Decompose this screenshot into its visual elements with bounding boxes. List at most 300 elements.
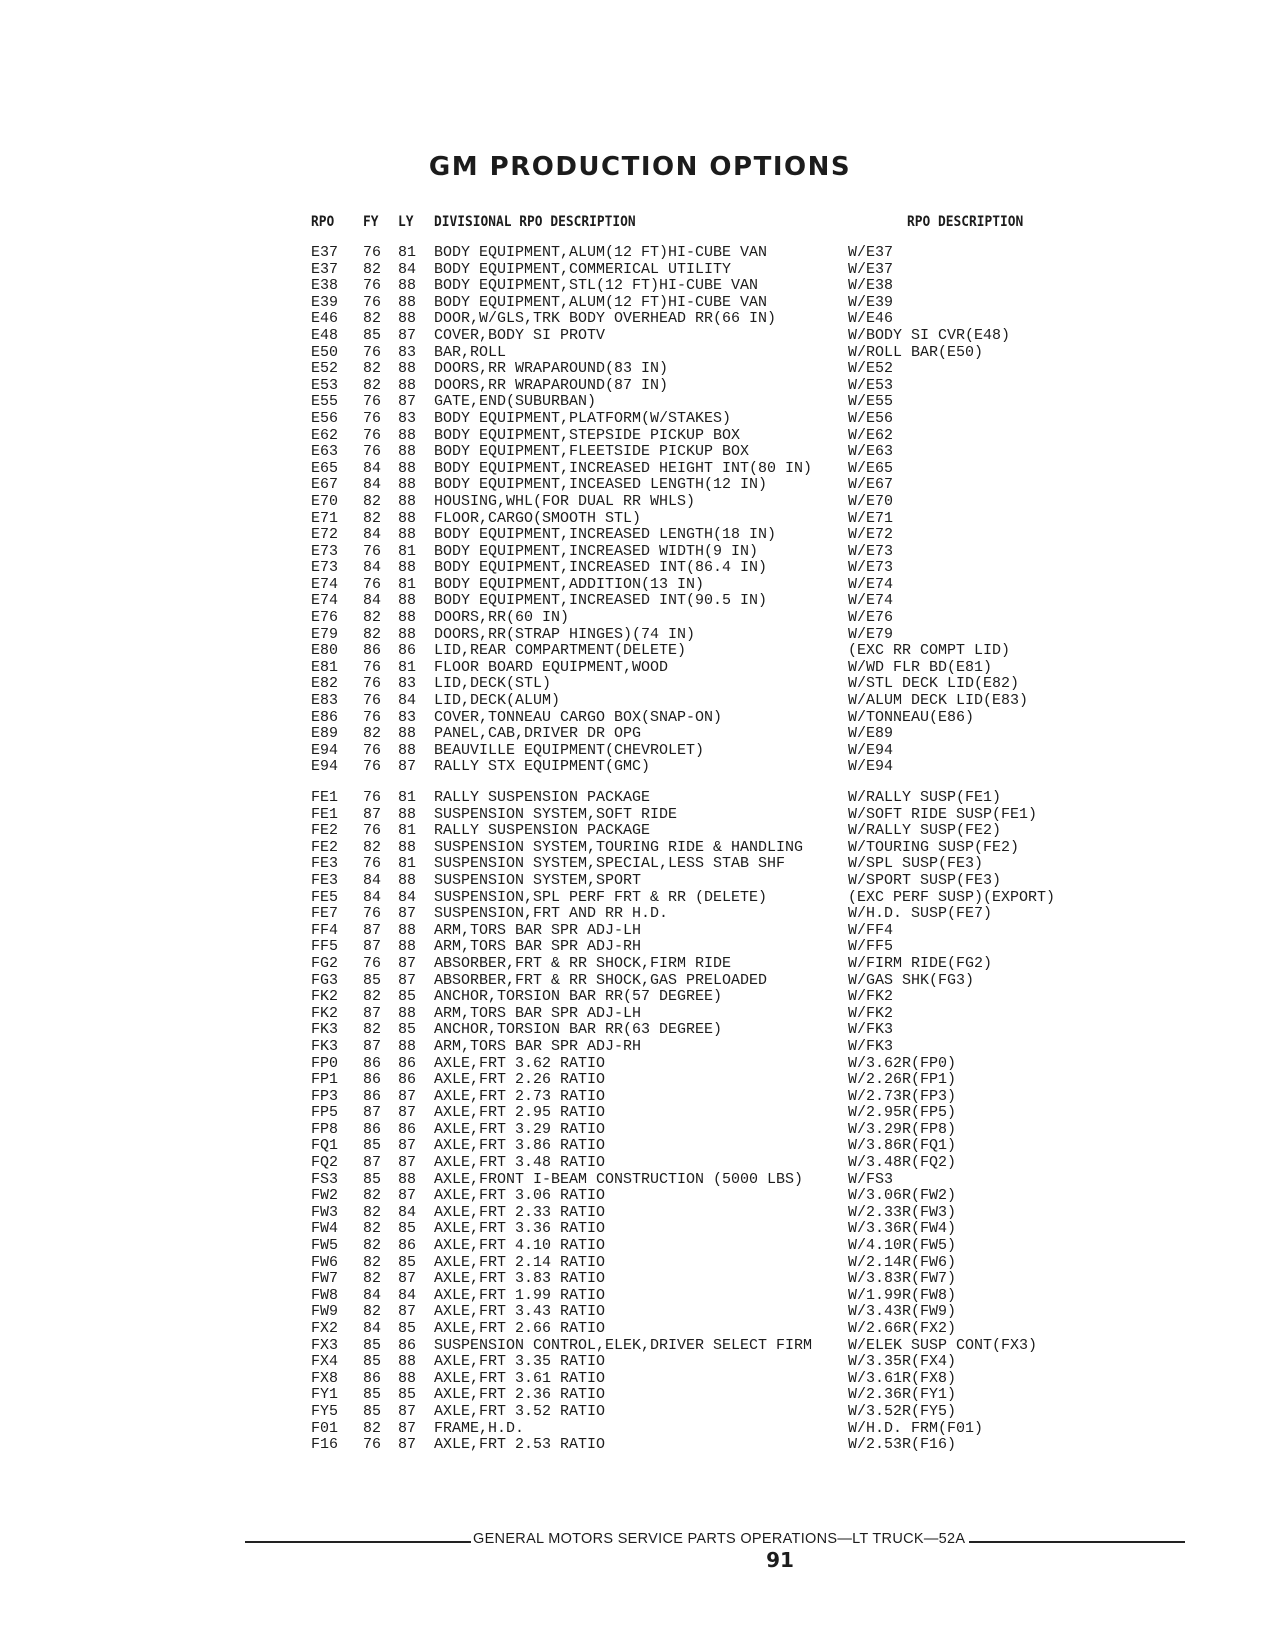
divisional-description: FLOOR,CARGO(SMOOTH STL) xyxy=(434,509,642,527)
last-year: 86 xyxy=(398,1336,417,1354)
option-row xyxy=(311,577,1101,594)
last-year: 83 xyxy=(398,343,417,361)
divisional-description: BODY EQUIPMENT,INCEASED LENGTH(12 IN) xyxy=(434,476,768,494)
rpo-code: FP0 xyxy=(311,1054,339,1072)
rpo-code: E37 xyxy=(311,244,339,261)
rpo-description: W/E37 xyxy=(848,244,894,261)
divisional-description: BODY EQUIPMENT,ADDITION(13 IN) xyxy=(434,575,705,593)
last-year: 87 xyxy=(398,1402,417,1420)
page-title: GM PRODUCTION OPTIONS xyxy=(428,152,852,182)
divisional-description: COVER,BODY SI PROTV xyxy=(434,326,606,344)
divisional-description: BODY EQUIPMENT,INCREASED INT(90.5 IN) xyxy=(434,592,768,610)
rpo-code: E56 xyxy=(311,409,339,427)
rpo-description: W/ELEK SUSP CONT(FX3) xyxy=(848,1336,1038,1354)
rpo-code: FW2 xyxy=(311,1187,339,1205)
first-year: 84 xyxy=(363,1286,382,1304)
last-year: 85 xyxy=(398,1386,417,1404)
first-year: 87 xyxy=(363,1037,382,1055)
first-year: 84 xyxy=(363,592,382,610)
option-row xyxy=(311,1155,1101,1172)
first-year: 82 xyxy=(363,609,382,627)
rpo-code: F01 xyxy=(311,1419,339,1437)
rpo-description: W/3.83R(FW7) xyxy=(848,1270,957,1288)
rpo-description: W/E55 xyxy=(848,393,894,411)
option-row xyxy=(311,693,1101,710)
divisional-description: BODY EQUIPMENT,ALUM(12 FT)HI-CUBE VAN xyxy=(434,293,768,311)
divisional-description: SUSPENSION,SPL PERF FRT & RR (DELETE) xyxy=(434,888,768,906)
last-year: 81 xyxy=(398,822,417,840)
rpo-code: FF4 xyxy=(311,921,339,939)
option-row xyxy=(311,710,1101,727)
option-row xyxy=(311,1089,1101,1106)
first-year: 76 xyxy=(363,244,382,261)
divisional-description: PANEL,CAB,DRIVER DR OPG xyxy=(434,725,642,743)
rpo-description: W/3.48R(FQ2) xyxy=(848,1154,957,1172)
option-row xyxy=(311,676,1101,693)
rpo-description: W/E73 xyxy=(848,559,894,577)
divisional-description: ARM,TORS BAR SPR ADJ-RH xyxy=(434,938,642,956)
rpo-code: E48 xyxy=(311,326,339,344)
option-row xyxy=(311,1105,1101,1122)
last-year: 88 xyxy=(398,476,417,494)
rpo-description: W/3.62R(FP0) xyxy=(848,1054,957,1072)
rpo-code: E72 xyxy=(311,526,339,544)
divisional-description: ARM,TORS BAR SPR ADJ-LH xyxy=(434,921,642,939)
rpo-description: W/ROLL BAR(E50) xyxy=(848,343,984,361)
first-year: 85 xyxy=(363,1386,382,1404)
rpo-code: FX8 xyxy=(311,1369,339,1387)
rpo-description: W/TONNEAU(E86) xyxy=(848,708,975,726)
rpo-description: W/2.36R(FY1) xyxy=(848,1386,957,1404)
first-year: 85 xyxy=(363,1137,382,1155)
last-year: 85 xyxy=(398,1320,417,1337)
rpo-description: W/GAS SHK(FG3) xyxy=(848,971,975,989)
rpo-description: W/WD FLR BD(E81) xyxy=(848,658,993,676)
rpo-code: FK3 xyxy=(311,1037,339,1055)
first-year: 85 xyxy=(363,1402,382,1420)
last-year: 87 xyxy=(398,1154,417,1172)
divisional-description: AXLE,FRT 3.52 RATIO xyxy=(434,1402,606,1420)
page-number: 91 xyxy=(766,1548,794,1572)
divisional-description: AXLE,FRONT I-BEAM CONSTRUCTION (5000 LBS) xyxy=(434,1170,804,1188)
option-row xyxy=(311,1288,1101,1305)
first-year: 76 xyxy=(363,905,382,923)
divisional-description: BODY EQUIPMENT,INCREASED WIDTH(9 IN) xyxy=(434,542,759,560)
option-row xyxy=(311,527,1101,544)
divisional-description: AXLE,FRT 3.35 RATIO xyxy=(434,1353,606,1371)
rpo-code: E74 xyxy=(311,575,339,593)
rpo-code: E71 xyxy=(311,509,339,527)
first-year: 76 xyxy=(363,343,382,361)
option-row xyxy=(311,494,1101,511)
rpo-code: E62 xyxy=(311,426,339,444)
last-year: 86 xyxy=(398,1071,417,1089)
last-year: 88 xyxy=(398,938,417,956)
first-year: 82 xyxy=(363,1220,382,1238)
rpo-code: FX2 xyxy=(311,1320,339,1337)
first-year: 76 xyxy=(363,758,382,776)
rpo-code: E52 xyxy=(311,360,339,378)
last-year: 87 xyxy=(398,1419,417,1437)
last-year: 88 xyxy=(398,492,417,510)
first-year: 76 xyxy=(363,658,382,676)
first-year: 82 xyxy=(363,376,382,394)
option-row xyxy=(311,428,1101,445)
rpo-description: W/1.99R(FW8) xyxy=(848,1286,957,1304)
option-row xyxy=(311,328,1101,345)
last-year: 87 xyxy=(398,1087,417,1105)
rpo-code: E83 xyxy=(311,692,339,710)
first-year: 82 xyxy=(363,1303,382,1321)
first-year: 87 xyxy=(363,805,382,823)
option-row xyxy=(311,1371,1101,1388)
rpo-description: W/RALLY SUSP(FE1) xyxy=(848,789,1002,806)
rpo-code: E94 xyxy=(311,758,339,776)
first-year: 76 xyxy=(363,542,382,560)
footer-rule-right xyxy=(969,1541,1185,1543)
rpo-description: W/SPORT SUSP(FE3) xyxy=(848,871,1002,889)
option-row xyxy=(311,1387,1101,1404)
last-year: 81 xyxy=(398,542,417,560)
rpo-description: W/3.29R(FP8) xyxy=(848,1120,957,1138)
first-year: 82 xyxy=(363,492,382,510)
option-row xyxy=(311,807,1101,824)
rpo-code: E74 xyxy=(311,592,339,610)
divisional-description: HOUSING,WHL(FOR DUAL RR WHLS) xyxy=(434,492,696,510)
option-row xyxy=(311,411,1101,428)
last-year: 87 xyxy=(398,1104,417,1122)
rpo-code: E67 xyxy=(311,476,339,494)
last-year: 83 xyxy=(398,675,417,693)
option-row xyxy=(311,461,1101,478)
rpo-description: W/E39 xyxy=(848,293,894,311)
rpo-code: FP8 xyxy=(311,1120,339,1138)
divisional-description: SUSPENSION,FRT AND RR H.D. xyxy=(434,905,669,923)
first-year: 76 xyxy=(363,954,382,972)
rpo-description: (EXC PERF SUSP)(EXPORT) xyxy=(848,888,1056,906)
first-year: 82 xyxy=(363,360,382,378)
divisional-description: AXLE,FRT 2.73 RATIO xyxy=(434,1087,606,1105)
last-year: 86 xyxy=(398,1054,417,1072)
divisional-description: BODY EQUIPMENT,INCREASED LENGTH(18 IN) xyxy=(434,526,777,544)
option-row xyxy=(311,1404,1101,1421)
rpo-description: W/SOFT RIDE SUSP(FE1) xyxy=(848,805,1038,823)
rpo-code: E53 xyxy=(311,376,339,394)
last-year: 88 xyxy=(398,426,417,444)
option-row xyxy=(311,295,1101,312)
rpo-description: W/FK2 xyxy=(848,988,894,1006)
option-row xyxy=(311,956,1101,973)
last-year: 88 xyxy=(398,509,417,527)
divisional-description: SUSPENSION CONTROL,ELEK,DRIVER SELECT FIRM xyxy=(434,1336,813,1354)
option-row xyxy=(311,311,1101,328)
rpo-description: W/3.35R(FX4) xyxy=(848,1353,957,1371)
option-row xyxy=(311,1006,1101,1023)
option-row xyxy=(311,361,1101,378)
last-year: 85 xyxy=(398,1021,417,1039)
first-year: 84 xyxy=(363,1320,382,1337)
divisional-description: AXLE,FRT 3.43 RATIO xyxy=(434,1303,606,1321)
first-year: 82 xyxy=(363,838,382,856)
first-year: 82 xyxy=(363,260,382,278)
rpo-code: FE5 xyxy=(311,888,339,906)
divisional-description: AXLE,FRT 2.26 RATIO xyxy=(434,1071,606,1089)
first-year: 76 xyxy=(363,277,382,295)
last-year: 85 xyxy=(398,988,417,1006)
rpo-code: FK2 xyxy=(311,988,339,1006)
rpo-code: F16 xyxy=(311,1436,339,1454)
divisional-description: LID,DECK(STL) xyxy=(434,675,552,693)
first-year: 86 xyxy=(363,1087,382,1105)
rpo-code: FX4 xyxy=(311,1353,339,1371)
first-year: 76 xyxy=(363,708,382,726)
rpo-description: W/E94 xyxy=(848,758,894,776)
option-row xyxy=(311,477,1101,494)
last-year: 88 xyxy=(398,443,417,461)
rpo-code: FE7 xyxy=(311,905,339,923)
rpo-code: FP3 xyxy=(311,1087,339,1105)
rpo-code: E73 xyxy=(311,559,339,577)
last-year: 88 xyxy=(398,293,417,311)
last-year: 88 xyxy=(398,526,417,544)
rpo-description: W/3.52R(FY5) xyxy=(848,1402,957,1420)
rpo-code: E70 xyxy=(311,492,339,510)
first-year: 82 xyxy=(363,1253,382,1271)
last-year: 88 xyxy=(398,1170,417,1188)
footer-text: GENERAL MOTORS SERVICE PARTS OPERATIONS—LT TRUCK—52A xyxy=(473,1531,966,1547)
rpo-description: W/E63 xyxy=(848,443,894,461)
divisional-description: BODY EQUIPMENT,ALUM(12 FT)HI-CUBE VAN xyxy=(434,244,768,261)
divisional-description: AXLE,FRT 3.86 RATIO xyxy=(434,1137,606,1155)
rpo-description: W/E89 xyxy=(848,725,894,743)
option-row xyxy=(311,1039,1101,1056)
divisional-description: SUSPENSION SYSTEM,SOFT RIDE xyxy=(434,805,678,823)
rpo-description: W/FIRM RIDE(FG2) xyxy=(848,954,993,972)
last-year: 88 xyxy=(398,609,417,627)
first-year: 87 xyxy=(363,1154,382,1172)
option-row xyxy=(311,378,1101,395)
rpo-description: W/2.95R(FP5) xyxy=(848,1104,957,1122)
rpo-code: FW5 xyxy=(311,1237,339,1255)
first-year: 86 xyxy=(363,1054,382,1072)
rpo-code: FG2 xyxy=(311,954,339,972)
last-year: 84 xyxy=(398,692,417,710)
first-year: 82 xyxy=(363,1419,382,1437)
rpo-description: W/STL DECK LID(E82) xyxy=(848,675,1020,693)
first-year: 85 xyxy=(363,971,382,989)
last-year: 88 xyxy=(398,741,417,759)
divisional-description: DOORS,RR WRAPAROUND(83 IN) xyxy=(434,360,669,378)
option-row xyxy=(311,1354,1101,1371)
first-year: 76 xyxy=(363,789,382,806)
rpo-code: E81 xyxy=(311,658,339,676)
first-year: 86 xyxy=(363,642,382,660)
rpo-code: FK3 xyxy=(311,1021,339,1039)
first-year: 76 xyxy=(363,293,382,311)
option-row xyxy=(311,1321,1101,1338)
options-list-e xyxy=(311,245,1101,776)
rpo-code: FQ2 xyxy=(311,1154,339,1172)
header-fy: FY xyxy=(363,214,379,230)
first-year: 82 xyxy=(363,625,382,643)
rpo-description: W/H.D. SUSP(FE7) xyxy=(848,905,993,923)
last-year: 85 xyxy=(398,1220,417,1238)
last-year: 86 xyxy=(398,642,417,660)
rpo-code: E50 xyxy=(311,343,339,361)
option-row xyxy=(311,1188,1101,1205)
options-list-f xyxy=(311,790,1101,1454)
last-year: 81 xyxy=(398,575,417,593)
rpo-description: W/E72 xyxy=(848,526,894,544)
first-year: 87 xyxy=(363,921,382,939)
rpo-code: FW8 xyxy=(311,1286,339,1304)
first-year: 87 xyxy=(363,1104,382,1122)
rpo-code: FX3 xyxy=(311,1336,339,1354)
first-year: 76 xyxy=(363,822,382,840)
rpo-code: E76 xyxy=(311,609,339,627)
divisional-description: FRAME,H.D. xyxy=(434,1419,525,1437)
rpo-code: FW9 xyxy=(311,1303,339,1321)
option-row xyxy=(311,1437,1101,1454)
rpo-description: W/2.53R(F16) xyxy=(848,1436,957,1454)
rpo-description: W/E38 xyxy=(848,277,894,295)
divisional-description: AXLE,FRT 1.99 RATIO xyxy=(434,1286,606,1304)
option-row xyxy=(311,511,1101,528)
option-row xyxy=(311,278,1101,295)
rpo-description: W/3.86R(FQ1) xyxy=(848,1137,957,1155)
option-row xyxy=(311,1056,1101,1073)
rpo-code: E37 xyxy=(311,260,339,278)
option-row xyxy=(311,610,1101,627)
rpo-code: E38 xyxy=(311,277,339,295)
first-year: 85 xyxy=(363,1353,382,1371)
last-year: 88 xyxy=(398,1353,417,1371)
rpo-code: FE2 xyxy=(311,822,339,840)
rpo-description: W/FF5 xyxy=(848,938,894,956)
last-year: 84 xyxy=(398,1286,417,1304)
divisional-description: GATE,END(SUBURBAN) xyxy=(434,393,597,411)
last-year: 88 xyxy=(398,277,417,295)
last-year: 87 xyxy=(398,1436,417,1454)
option-row xyxy=(311,544,1101,561)
first-year: 76 xyxy=(363,409,382,427)
last-year: 88 xyxy=(398,1004,417,1022)
first-year: 84 xyxy=(363,888,382,906)
last-year: 87 xyxy=(398,971,417,989)
last-year: 88 xyxy=(398,1037,417,1055)
rpo-code: E82 xyxy=(311,675,339,693)
last-year: 87 xyxy=(398,1187,417,1205)
first-year: 76 xyxy=(363,443,382,461)
rpo-description: W/2.26R(FP1) xyxy=(848,1071,957,1089)
first-year: 82 xyxy=(363,988,382,1006)
last-year: 88 xyxy=(398,459,417,477)
first-year: 76 xyxy=(363,692,382,710)
first-year: 76 xyxy=(363,426,382,444)
rpo-description: W/3.61R(FX8) xyxy=(848,1369,957,1387)
rpo-description: W/E56 xyxy=(848,409,894,427)
divisional-description: BODY EQUIPMENT,STL(12 FT)HI-CUBE VAN xyxy=(434,277,759,295)
option-row xyxy=(311,1172,1101,1189)
divisional-description: SUSPENSION SYSTEM,SPECIAL,LESS STAB SHF xyxy=(434,855,786,873)
rpo-description: W/E62 xyxy=(848,426,894,444)
divisional-description: BODY EQUIPMENT,INCREASED INT(86.4 IN) xyxy=(434,559,768,577)
divisional-description: ANCHOR,TORSION BAR RR(63 DEGREE) xyxy=(434,1021,723,1039)
rpo-code: E94 xyxy=(311,741,339,759)
option-row xyxy=(311,1304,1101,1321)
divisional-description: SUSPENSION SYSTEM,SPORT xyxy=(434,871,642,889)
first-year: 85 xyxy=(363,326,382,344)
divisional-description: RALLY SUSPENSION PACKAGE xyxy=(434,789,651,806)
option-row xyxy=(311,560,1101,577)
rpo-description: W/FK3 xyxy=(848,1021,894,1039)
last-year: 85 xyxy=(398,1253,417,1271)
rpo-code: FE1 xyxy=(311,805,339,823)
option-row xyxy=(311,345,1101,362)
divisional-description: AXLE,FRT 3.29 RATIO xyxy=(434,1120,606,1138)
option-row xyxy=(311,923,1101,940)
rpo-code: FE1 xyxy=(311,789,339,806)
rpo-description: W/TOURING SUSP(FE2) xyxy=(848,838,1020,856)
divisional-description: ANCHOR,TORSION BAR RR(57 DEGREE) xyxy=(434,988,723,1006)
last-year: 88 xyxy=(398,871,417,889)
rpo-code: FE2 xyxy=(311,838,339,856)
divisional-description: RALLY STX EQUIPMENT(GMC) xyxy=(434,758,651,776)
divisional-description: ABSORBER,FRT & RR SHOCK,FIRM RIDE xyxy=(434,954,732,972)
header-divisional-desc: DIVISIONAL RPO DESCRIPTION xyxy=(434,214,636,230)
rpo-code: FW4 xyxy=(311,1220,339,1238)
first-year: 82 xyxy=(363,1270,382,1288)
rpo-description: W/E67 xyxy=(848,476,894,494)
option-row xyxy=(311,627,1101,644)
rpo-description: W/E74 xyxy=(848,575,894,593)
first-year: 76 xyxy=(363,675,382,693)
first-year: 84 xyxy=(363,559,382,577)
first-year: 76 xyxy=(363,393,382,411)
first-year: 86 xyxy=(363,1369,382,1387)
divisional-description: ABSORBER,FRT & RR SHOCK,GAS PRELOADED xyxy=(434,971,768,989)
rpo-description: W/4.10R(FW5) xyxy=(848,1237,957,1255)
divisional-description: BODY EQUIPMENT,FLEETSIDE PICKUP BOX xyxy=(434,443,750,461)
option-row xyxy=(311,840,1101,857)
rpo-code: E86 xyxy=(311,708,339,726)
first-year: 86 xyxy=(363,1071,382,1089)
divisional-description: AXLE,FRT 3.06 RATIO xyxy=(434,1187,606,1205)
last-year: 87 xyxy=(398,905,417,923)
rpo-code: FE3 xyxy=(311,871,339,889)
first-year: 76 xyxy=(363,575,382,593)
rpo-code: FP1 xyxy=(311,1071,339,1089)
last-year: 86 xyxy=(398,1237,417,1255)
divisional-description: AXLE,FRT 2.66 RATIO xyxy=(434,1320,606,1337)
first-year: 84 xyxy=(363,526,382,544)
option-row xyxy=(311,1271,1101,1288)
rpo-code: FQ1 xyxy=(311,1137,339,1155)
option-row xyxy=(311,1205,1101,1222)
divisional-description: LID,REAR COMPARTMENT(DELETE) xyxy=(434,642,687,660)
first-year: 85 xyxy=(363,1170,382,1188)
last-year: 88 xyxy=(398,1369,417,1387)
first-year: 76 xyxy=(363,1436,382,1454)
option-row xyxy=(311,444,1101,461)
first-year: 87 xyxy=(363,938,382,956)
option-row xyxy=(311,1338,1101,1355)
header-rpo: RPO xyxy=(311,214,335,230)
last-year: 88 xyxy=(398,360,417,378)
first-year: 86 xyxy=(363,1120,382,1138)
last-year: 86 xyxy=(398,1120,417,1138)
divisional-description: FLOOR BOARD EQUIPMENT,WOOD xyxy=(434,658,669,676)
